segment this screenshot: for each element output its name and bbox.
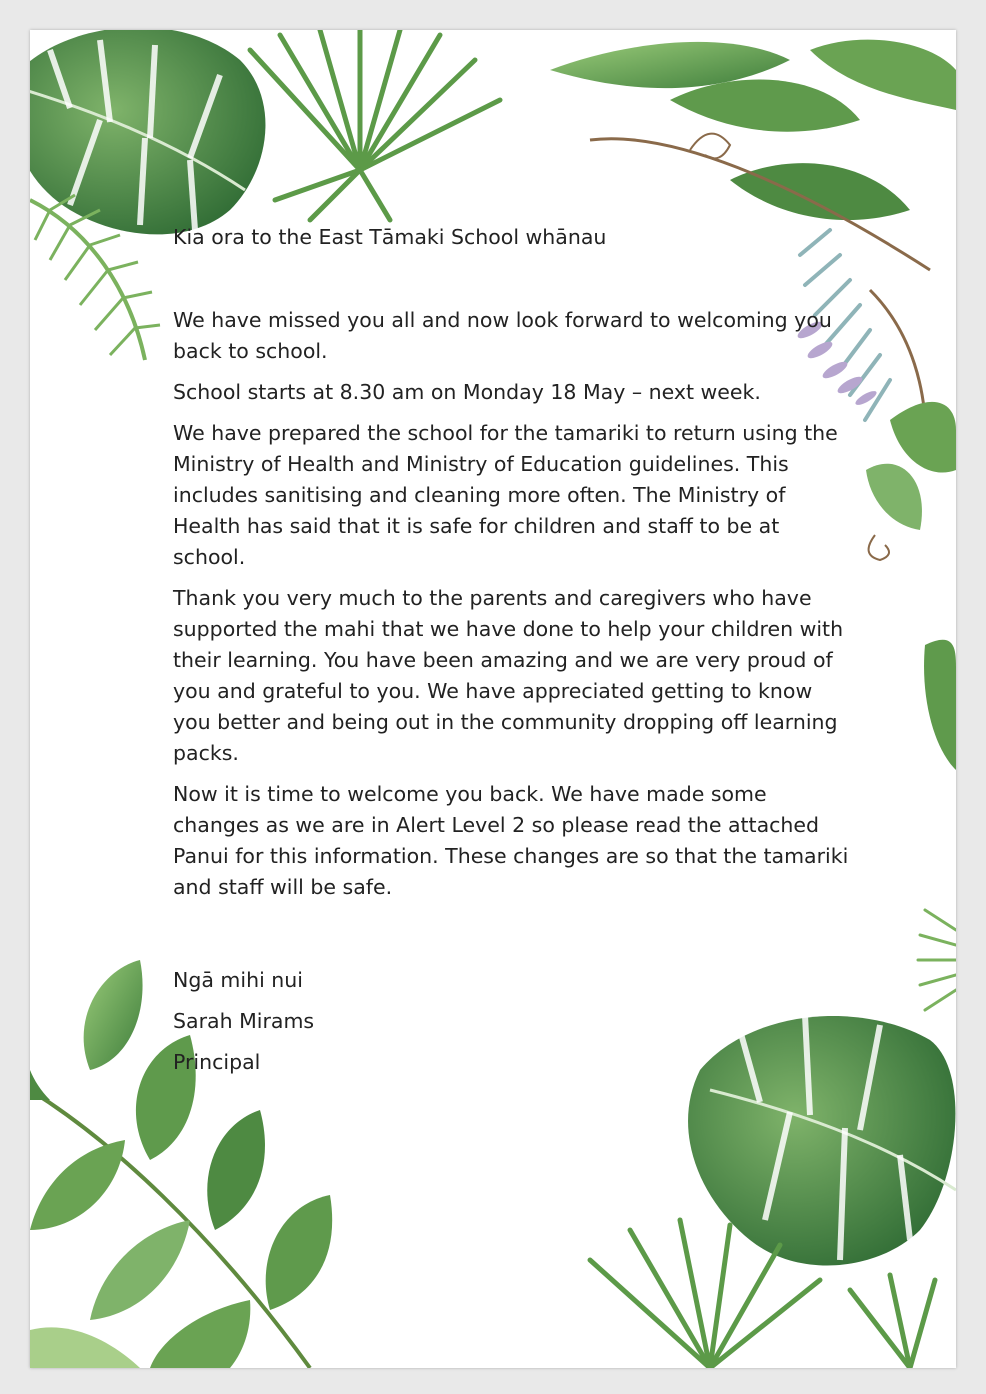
palm-fan-top [250, 30, 500, 220]
signer-title: Principal [173, 1050, 261, 1074]
signoff: Ngā mihi nui [173, 968, 303, 992]
paragraph-preparations: We have prepared the school for the tamariki to return using the Ministry of Health and Ministry of Education guidelines. This includes sanitising and cleaning more often. The Ministry of Health has said that it is safe for children and staff to be at school. [173, 421, 838, 569]
letter-page [30, 30, 956, 1368]
palm-right-edge [918, 910, 956, 1010]
leaf-right-mid [866, 402, 956, 770]
letter-body [173, 222, 853, 1088]
monstera-leaf-top-left [30, 30, 265, 234]
closing-spacer [173, 913, 853, 965]
paragraph-welcome-back: Now it is time to welcome you back. We have made some changes as we are in Alert Level 2 so please read the attached Panui for this information. These changes are so that the tamariki and staff will be safe. [173, 782, 849, 899]
signer-name: Sarah Mirams [173, 1009, 315, 1033]
paragraph-missed-you: We have missed you all and now look forward to welcoming you back to school. [173, 308, 832, 363]
paragraph-thank-you: Thank you very much to the parents and caregivers who have supported the mahi that we have done to help your children with their learning. You have been amazing and we are very proud of you and grateful to you. We have appreciated getting to know you better and being out in the community dropping off learning packs. [173, 586, 844, 765]
paragraph-school-start: School starts at 8.30 am on Monday 18 May – next week. [173, 380, 761, 404]
greeting: Kia ora to the East Tāmaki School whānau [173, 225, 607, 249]
